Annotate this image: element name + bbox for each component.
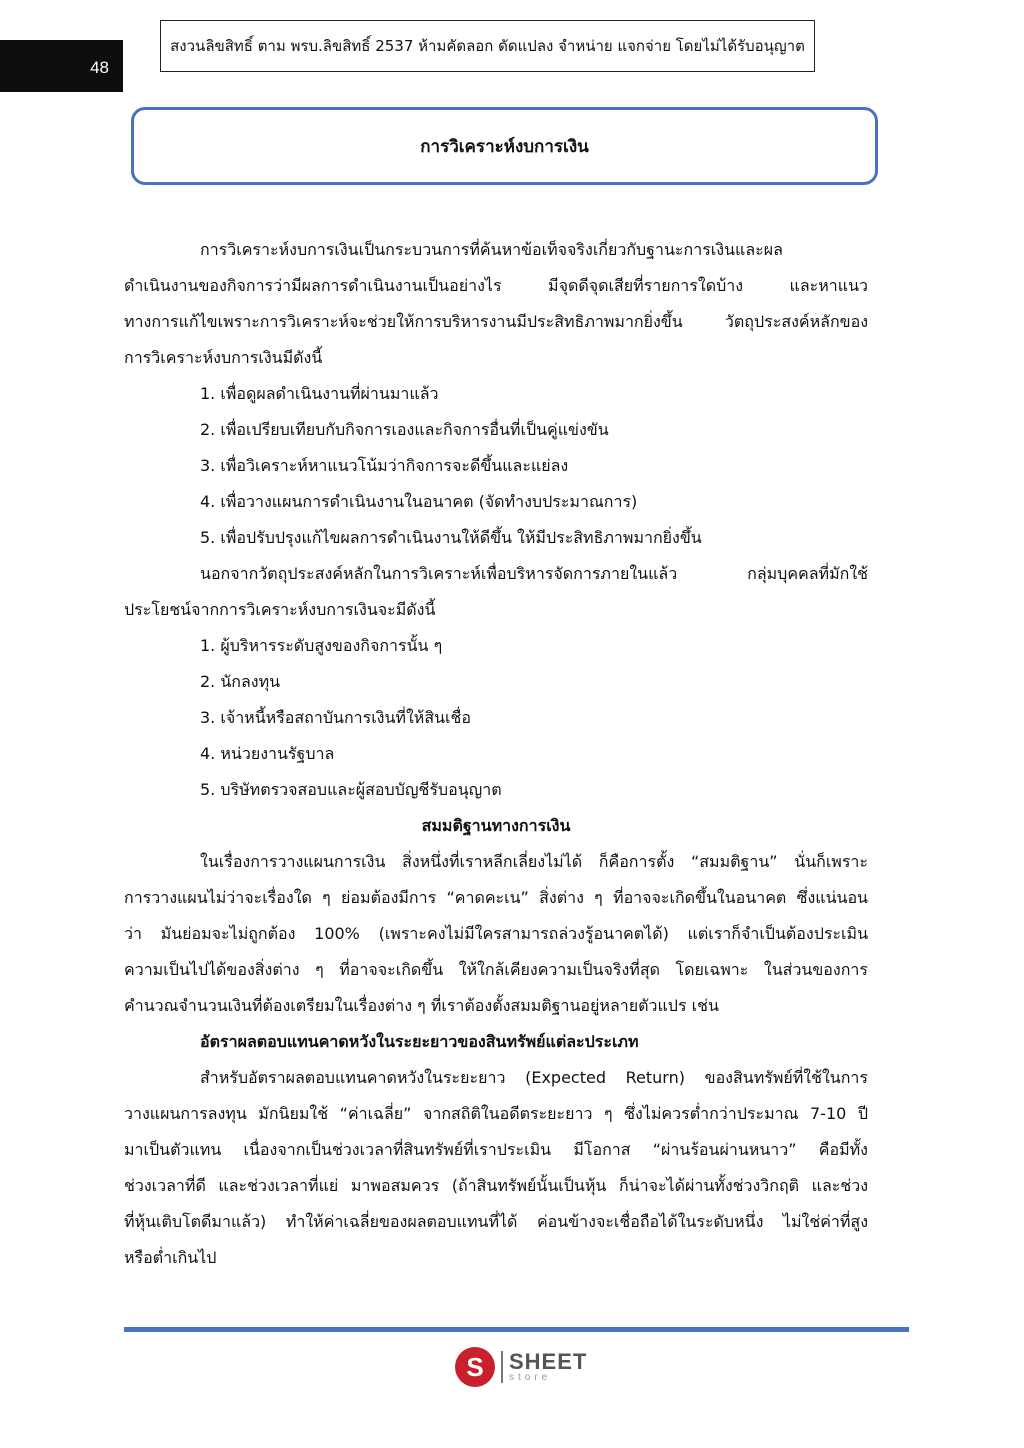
paragraph-line: การวิเคราะห์งบการเงินเป็นกระบวนการที่ค้นหาข้อเท็จจริงเกี่ยวกับฐานะการเงินและผล	[200, 240, 783, 259]
paragraph-line: การวิเคราะห์งบการเงินมีดังนี้	[124, 348, 323, 367]
logo-subtext: store	[509, 1372, 552, 1383]
paragraph-line: ในเรื่องการวางแผนการเงิน สิ่งหนึ่งที่เราหลีกเลี่ยงไม่ได้ ก็คือการตั้ง “สมมติฐาน” นั่นก็เพราะ	[200, 852, 868, 871]
section-title-box	[131, 107, 878, 185]
paragraph-line: นอกจากวัตถุประสงค์หลักในการวิเคราะห์เพื่อบริหารจัดการภายในแล้ว กลุ่มบุคคลที่มักใช้	[200, 564, 868, 583]
sheet-store-logo	[455, 1345, 587, 1389]
list-item: 3. เพื่อวิเคราะห์หาแนวโน้มว่ากิจการจะดีขึ้นและแย่ลง	[200, 456, 569, 475]
list-item: 1. ผู้บริหารระดับสูงของกิจการนั้น ๆ	[200, 636, 443, 655]
logo-divider	[501, 1351, 503, 1383]
paragraph-line: มาเป็นตัวแทน เนื่องจากเป็นช่วงเวลาที่สินทรัพย์ที่เราประเมิน มีโอกาส “ผ่านร้อนผ่านหนาว” คือมีทั้ง	[124, 1140, 868, 1159]
subsection-heading: อัตราผลตอบแทนคาดหวังในระยะยาวของสินทรัพย์แต่ละประเภท	[200, 1032, 639, 1051]
paragraph-line: วางแผนการลงทุน มักนิยมใช้ “ค่าเฉลี่ย” จากสถิติในอดีตระยะยาว ๆ ซึ่งไม่ควรต่ำกว่าประมาณ 7-10 ปี	[124, 1104, 868, 1123]
copyright-text: สงวนลิขสิทธิ์ ตาม พรบ.ลิขสิทธิ์ 2537 ห้ามคัดลอก ดัดแปลง จำหน่าย แจกจ่าย โดยไม่ได้รับอนุญาต	[170, 37, 805, 55]
page-number: 48	[90, 58, 109, 77]
copyright-notice	[160, 20, 815, 72]
paragraph-line: ดำเนินงานของกิจการว่ามีผลการดำเนินงานเป็นอย่างไร มีจุดดีจุดเสียที่รายการใดบ้าง และหาแนว	[124, 276, 868, 295]
logo-word: SHEET	[509, 1349, 588, 1374]
page-number-box	[0, 40, 123, 92]
paragraph-line: สำหรับอัตราผลตอบแทนคาดหวังในระยะยาว (Expected Return) ของสินทรัพย์ที่ใช้ในการ	[200, 1068, 868, 1087]
paragraph-line: ว่า มันย่อมจะไม่ถูกต้อง 100% (เพราะคงไม่มีใครสามารถล่วงรู้อนาคตได้) แต่เราก็จำเป็นต้องประเมิน	[124, 924, 868, 943]
logo-icon: S	[455, 1347, 495, 1387]
paragraph-line: ที่หุ้นเติบโตดีมาแล้ว) ทำให้ค่าเฉลี่ยของผลตอบแทนที่ได้ ค่อนข้างจะเชื่อถือได้ในระดับหนึ่ง ไม่ใช่ค่าที่สูง	[124, 1212, 868, 1231]
section-heading: สมมติฐานทางการเงิน	[421, 816, 571, 835]
list-item: 3. เจ้าหนี้หรือสถาบันการเงินที่ให้สินเชื่อ	[200, 708, 471, 727]
logo-text	[509, 1351, 587, 1383]
paragraph-line: ความเป็นไปได้ของสิ่งต่าง ๆ ที่อาจจะเกิดขึ้น ให้ใกล้เคียงความเป็นจริงที่สุด โดยเฉพาะ ในส่วนของการ	[124, 960, 868, 979]
paragraph-line: หรือต่ำเกินไป	[124, 1248, 217, 1267]
list-item: 2. นักลงทุน	[200, 672, 281, 691]
list-item: 5. บริษัทตรวจสอบและผู้สอบบัญชีรับอนุญาต	[200, 780, 502, 799]
paragraph-line: การวางแผนไม่ว่าจะเรื่องใด ๆ ย่อมต้องมีการ “คาดคะเน” สิ่งต่าง ๆ ที่อาจจะเกิดขึ้นในอนาคต ซึ่งแน่นอน	[124, 888, 868, 907]
paragraph-line: ประโยชน์จากการวิเคราะห์งบการเงินจะมีดังนี้	[124, 600, 436, 619]
list-item: 1. เพื่อดูผลดำเนินงานที่ผ่านมาแล้ว	[200, 384, 439, 403]
paragraph-line: ช่วงเวลาที่ดี และช่วงเวลาที่แย่ มาพอสมควร (ถ้าสินทรัพย์นั้นเป็นหุ้น ก็น่าจะได้ผ่านทั้งช่วงวิกฤติ และช่วง	[124, 1176, 868, 1195]
document-body	[124, 232, 868, 1276]
list-item: 4. หน่วยงานรัฐบาล	[200, 744, 335, 763]
paragraph-line: ทางการแก้ไขเพราะการวิเคราะห์จะช่วยให้การบริหารงานมีประสิทธิภาพมากยิ่งขึ้น วัตถุประสงค์หลักของ	[124, 312, 868, 331]
list-item: 2. เพื่อเปรียบเทียบกับกิจการเองและกิจการอื่นที่เป็นคู่แข่งขัน	[200, 420, 609, 439]
list-item: 4. เพื่อวางแผนการดำเนินงานในอนาคต (จัดทำงบประมาณการ)	[200, 492, 638, 511]
page-title: การวิเคราะห์งบการเงิน	[420, 136, 589, 157]
paragraph-line: คำนวณจำนวนเงินที่ต้องเตรียมในเรื่องต่าง ๆ ที่เราต้องตั้งสมมติฐานอยู่หลายตัวแปร เช่น	[124, 996, 719, 1015]
list-item: 5. เพื่อปรับปรุงแก้ไขผลการดำเนินงานให้ดีขึ้น ให้มีประสิทธิภาพมากยิ่งขึ้น	[200, 528, 702, 547]
footer-divider	[124, 1327, 909, 1332]
